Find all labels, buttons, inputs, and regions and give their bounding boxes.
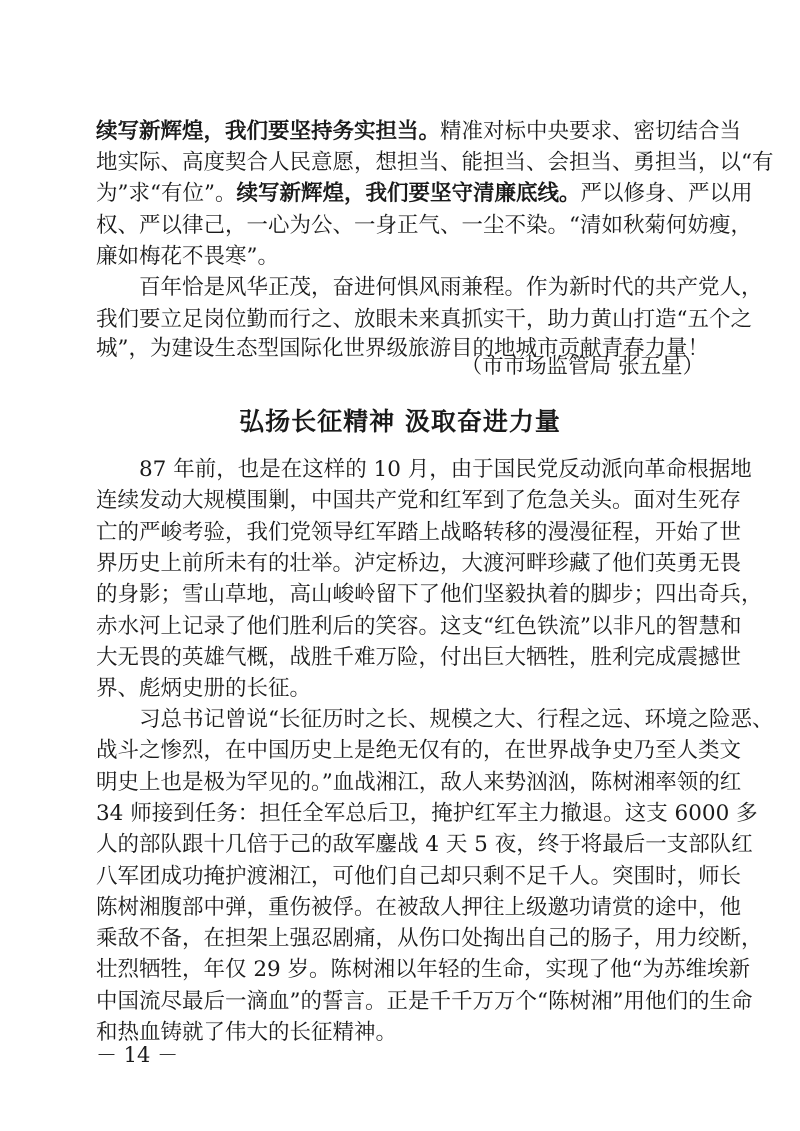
text-line: 赤水河上记录了他们胜利后的笑容。这支“红色铁流”以非凡的智慧和 <box>96 613 742 639</box>
text-run: 为”求“有位”。 <box>96 181 237 206</box>
text-line: 连续发动大规模围剿，中国共产党和红军到了危急关头。面对生死存 <box>96 488 742 514</box>
text-line: 百年恰是风华正茂，奋进何惧风雨兼程。作为新时代的共产党人， <box>139 275 763 300</box>
text-line: 亡的严峻考验，我们党领导红军踏上战略转移的漫漫征程，开始了世 <box>96 519 742 545</box>
text-line: 明史上也是极为罕见的。”血战湘江，敌人来势汹汹，陈树湘率领的红 <box>96 769 742 795</box>
text-line <box>96 179 753 209</box>
text-line: 大无畏的英雄气概，战胜千难万险，付出巨大牺牲，胜利完成震撼世 <box>96 644 742 670</box>
text-line: 战斗之惨烈，在中国历史上是绝无仅有的，在世界战争史乃至人类文 <box>96 738 742 764</box>
bold-lead: 续写新辉煌，我们要坚持务实担当。 <box>96 119 441 144</box>
text-line: 陈树湘腹部中弹，重伤被俘。在被敌人押往上级邀功请赏的途中，他 <box>96 894 742 920</box>
signature: （市市场监管局 张五星） <box>460 354 704 379</box>
text-line: 乘敌不备，在担架上强忍剧痛，从伤口处掏出自己的肠子，用力绞断， <box>96 926 763 952</box>
text-line: 习总书记曾说“长征历时之长、规模之大、行程之远、环境之险恶、 <box>139 707 774 732</box>
text-line: 人的部队跟十几倍于己的敌军鏖战 4 天 5 夜，终于将最后一支部队红 <box>96 832 753 858</box>
text-line: 34 师接到任务：担任全军总后卫，掩护红军主力撤退。这支 6000 多 <box>96 800 758 826</box>
text-line: 我们要立足岗位勤而行之、放眼未来真抓实干，助力黄山打造“五个之 <box>96 307 752 332</box>
text-line <box>96 117 742 147</box>
text-line: 壮烈牺牲，年仅 29 岁。陈树湘以年轻的生命，实现了他“为苏维埃新 <box>96 957 751 983</box>
bold-lead: 续写新辉煌，我们要坚守清廉底线。 <box>236 181 581 206</box>
text-line: 的身影；雪山草地，高山峻岭留下了他们坚毅执着的脚步；四出奇兵， <box>96 582 763 608</box>
text-line: 权、严以律己，一心为公、一身正气、一尘不染。“清如秋菊何妨瘦， <box>96 213 752 238</box>
text-line: 八军团成功掩护渡湘江，可他们自己却只剩不足千人。突围时，师长 <box>96 863 742 889</box>
text-line: 城”，为建设生态型国际化世界级旅游目的地城市贡献青春力量！ <box>96 336 709 361</box>
article-title: 弘扬长征精神 汲取奋进力量 <box>239 407 561 436</box>
text-line: 界历史上前所未有的壮举。泸定桥边，大渡河畔珍藏了他们英勇无畏 <box>96 550 742 576</box>
text-line: 地实际、高度契合人民意愿，想担当、能担当、会担当、勇担当，以“有 <box>96 150 774 175</box>
page-number: － 14 － <box>96 1043 179 1067</box>
text-line: 界、彪炳史册的长征。 <box>96 676 312 702</box>
text-line: 廉如梅花不畏寒”。 <box>96 244 279 269</box>
text-line: 和热血铸就了伟大的长征精神。 <box>96 1020 398 1045</box>
text-run: 严以修身、严以用 <box>580 181 753 206</box>
text-line: 87 年前，也是在这样的 10 月，由于国民党反动派向革命根据地 <box>139 457 752 482</box>
text-line: 中国流尽最后一滴血”的誓言。正是千千万万个“陈树湘”用他们的生命 <box>96 988 753 1014</box>
text-run: 精准对标中央要求、密切结合当 <box>440 119 742 144</box>
